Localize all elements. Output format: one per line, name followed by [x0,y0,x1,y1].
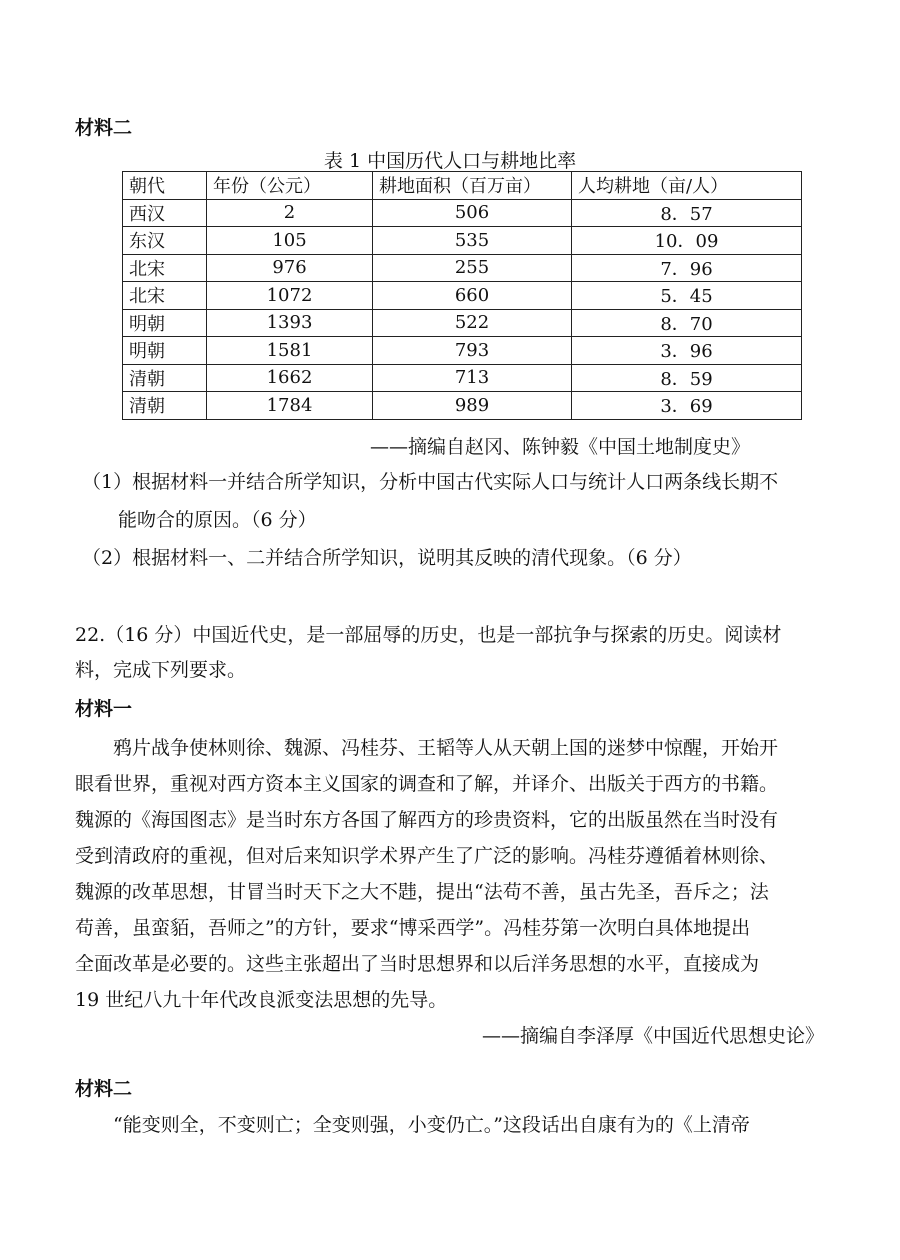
cell-year: 1581 [207,337,373,365]
material-one-line: 魏源的《海国图志》是当时东方各国了解西方的珍贵资料，它的出版虽然在当时没有 [75,809,779,831]
material-two-b-heading: 材料二 [75,1078,133,1100]
cell-dynasty: 清朝 [123,392,207,420]
material-one-source: ——摘编自李泽厚《中国近代思想史论》 [481,1025,824,1047]
question-1-line-2: 能吻合的原因。（6 分） [118,509,317,531]
cell-farmland: 506 [373,199,572,227]
material-one-line: 全面改革是必要的。这些主张超出了当时思想界和以后洋务思想的水平，直接成为 [75,953,760,975]
table-row [123,254,802,282]
table-header-row [123,172,802,200]
cell-dynasty: 东汉 [123,227,207,255]
cell-per-capita: 3．96 [572,337,802,365]
cell-farmland: 660 [373,282,572,310]
cell-per-capita: 8．59 [572,364,802,392]
question-1-line-1: （1）根据材料一并结合所学知识，分析中国古代实际人口与统计人口两条线长期不 [82,471,779,493]
cell-dynasty: 北宋 [123,282,207,310]
cell-dynasty: 北宋 [123,254,207,282]
header-farmland: 耕地面积（百万亩） [373,172,572,200]
cell-per-capita: 7．96 [572,254,802,282]
material-two-heading: 材料二 [75,117,133,139]
table-row [123,309,802,337]
cell-year: 976 [207,254,373,282]
table-row [123,282,802,310]
cell-year: 1393 [207,309,373,337]
cell-dynasty: 西汉 [123,199,207,227]
cell-per-capita: 3．69 [572,392,802,420]
material-one-line: 苟善，虽蛮貊，吾师之”的方针，要求“博采西学”。冯桂芬第一次明白具体地提出 [75,917,751,939]
table-source: ——摘编自赵冈、陈钟毅《中国土地制度史》 [369,436,750,458]
table-caption: 表 1 中国历代人口与耕地比率 [323,150,577,172]
material-one-line: 魏源的改革思想，甘冒当时天下之大不韪，提出“法苟不善，虽古先圣，吾斥之；法 [75,881,769,903]
cell-farmland: 522 [373,309,572,337]
cell-year: 1784 [207,392,373,420]
cell-farmland: 713 [373,364,572,392]
material-two-b-line: “能变则全，不变则亡；全变则强，小变仍亡。”这段话出自康有为的《上清帝 [113,1114,750,1136]
table-row [123,199,802,227]
header-year: 年份（公元） [207,172,373,200]
material-one-line: 鸦片战争使林则徐、魏源、冯桂芬、王韬等人从天朝上国的迷梦中惊醒，开始开 [113,737,779,759]
cell-dynasty: 清朝 [123,364,207,392]
material-one-line: 受到清政府的重视，但对后来知识学术界产生了广泛的影响。冯桂芬遵循着林则徐、 [75,845,779,867]
cell-per-capita: 8．57 [572,199,802,227]
header-dynasty: 朝代 [123,172,207,200]
question-2: （2）根据材料一、二并结合所学知识，说明其反映的清代现象。（6 分） [82,547,692,569]
question-22-line-2: 料，完成下列要求。 [75,659,247,681]
cell-per-capita: 5．45 [572,282,802,310]
table-row [123,392,802,420]
cell-year: 2 [207,199,373,227]
table-row [123,337,802,365]
cell-year: 1072 [207,282,373,310]
material-one-heading: 材料一 [75,698,133,720]
cell-year: 105 [207,227,373,255]
table-row [123,227,802,255]
material-one-line: 19 世纪八九十年代改良派变法思想的先导。 [75,989,448,1011]
cell-per-capita: 10．09 [572,227,802,255]
cell-farmland: 793 [373,337,572,365]
cell-dynasty: 明朝 [123,337,207,365]
cell-year: 1662 [207,364,373,392]
question-22-line-1: 22.（16 分）中国近代史，是一部屈辱的历史，也是一部抗争与探索的历史。阅读材 [75,624,782,646]
cell-dynasty: 明朝 [123,309,207,337]
material-one-line: 眼看世界，重视对西方资本主义国家的调查和了解，并译介、出版关于西方的书籍。 [75,773,779,795]
cell-farmland: 989 [373,392,572,420]
header-per-capita: 人均耕地（亩/人） [572,172,802,200]
cell-per-capita: 8．70 [572,309,802,337]
table-row [123,364,802,392]
population-farmland-table [122,171,802,420]
cell-farmland: 255 [373,254,572,282]
cell-farmland: 535 [373,227,572,255]
